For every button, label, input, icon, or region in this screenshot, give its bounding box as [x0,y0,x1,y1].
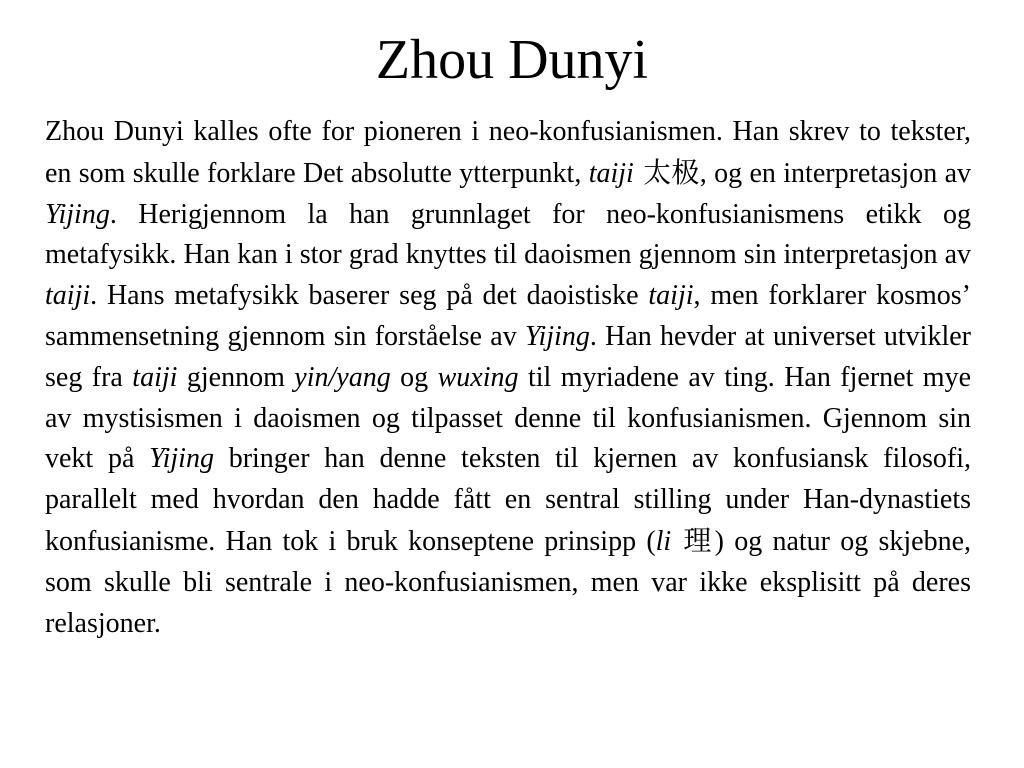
term-taiji: taiji [45,280,91,312]
term-yijing: Yijing [524,320,590,352]
body-text: og [390,361,438,393]
term-taiji: taiji [132,361,178,393]
slide-title: Zhou Dunyi [375,29,649,91]
term-yijing: Yijing [149,443,214,475]
chinese-character-li: 理 [671,523,715,557]
body-text: gjennom [177,361,295,393]
chinese-characters-taiji: 太极 [633,155,700,189]
body-text: , og en interpretasjon av [699,157,971,189]
body-text: . Herigjennom la han grunnlaget for neo-konfusianismens etikk og metafysikk. Han kan i stor grad knyttes til daoismen gjennom sin interpretasjon av [45,198,971,271]
term-taiji: taiji [588,157,634,189]
body-text: . Hans metafysikk baserer seg på det daoistiske [90,280,649,312]
slide-body-paragraph [45,112,971,644]
term-wuxing: wuxing [437,361,519,393]
body-text: til myriadene av ting. Han fjernet mye av mystisismen i daoismen og tilpasset denne til konfusianismen. Gjennom sin vekt på [45,361,971,475]
term-taiji: taiji [648,280,694,312]
term-yin-yang: yin/yang [294,361,391,393]
term-yijing: Yijing [45,198,110,230]
body-text: bringer han denne teksten til kjernen av konfusiansk filosofi, parallelt med hvordan den hadde fått en sentral stilling under Han-dynastiets konfusianisme. Han tok i bruk konseptene prinsipp ( [45,443,971,557]
body-text: Zhou Dunyi kalles ofte for pioneren i neo-konfusianismen. Han skrev to tekster, en som skulle forklare Det absolutte ytterpunkt, [45,116,971,189]
term-li: li [655,525,672,557]
body-text: . Han hevder at universet utvikler seg fra [45,320,971,393]
body-text: ) og natur og skjebne, som skulle bli sentrale i neo-konfusianismen, men var ikke eksplisitt på deres relasjoner. [45,525,972,639]
body-text: , men forklarer kosmos’ sammensetning gjennom sin forståelse av [45,280,971,352]
